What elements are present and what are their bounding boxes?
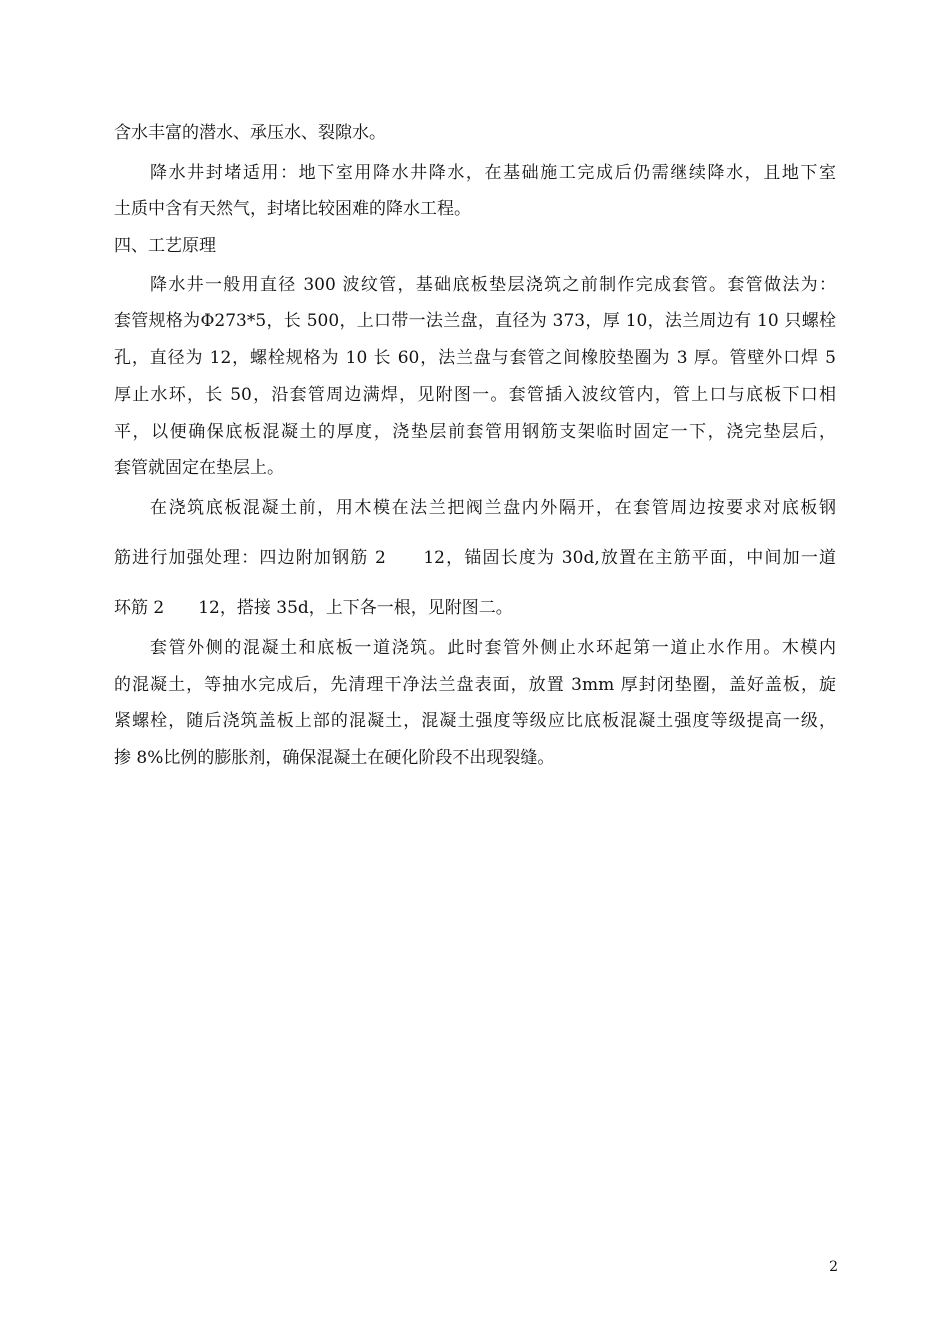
text-line-7: 孔，直径为 12，螺栓规格为 10 长 60，法兰盘与套管之间橡胶垫圈为 3 厚。管壁外口焊 5	[114, 348, 836, 368]
text-line-10: 套管就固定在垫层上。	[114, 458, 284, 478]
text-line-16: 紧螺栓，随后浇筑盖板上部的混凝土，混凝土强度等级应比底板混凝土强度等级提高一级，	[114, 711, 836, 731]
text-line-13: 环筋 2 12，搭接 35d，上下各一根，见附图二。	[114, 598, 513, 618]
text-line-6: 套管规格为Φ273*5，长 500，上口带一法兰盘，直径为 373，厚 10，法兰周边有 10 只螺栓	[114, 311, 836, 331]
text-line-2: 降水井封堵适用：地下室用降水井降水，在基础施工完成后仍需继续降水，且地下室	[150, 163, 836, 183]
text-line-12: 筋进行加强处理：四边附加钢筋 2 12，锚固长度为 30d,放置在主筋平面，中间加一道	[114, 548, 836, 568]
text-line-3: 土质中含有天然气，封堵比较困难的降水工程。	[114, 199, 471, 219]
text-line-5: 降水井一般用直径 300 波纹管，基础底板垫层浇筑之前制作完成套管。套管做法为：	[150, 275, 836, 295]
text-line-9: 平，以便确保底板混凝土的厚度，浇垫层前套管用钢筋支架临时固定一下，浇完垫层后，	[114, 422, 836, 442]
text-line-14: 套管外侧的混凝土和底板一道浇筑。此时套管外侧止水环起第一道止水作用。木模内	[150, 638, 836, 658]
text-line-17: 掺 8%比例的膨胀剂，确保混凝土在硬化阶段不出现裂缝。	[114, 748, 555, 768]
section-heading: 四、工艺原理	[114, 236, 216, 256]
text-line-15: 的混凝土，等抽水完成后，先清理干净法兰盘表面，放置 3mm 厚封闭垫圈，盖好盖板，旋	[114, 675, 836, 695]
page-number: 2	[829, 1259, 838, 1275]
text-line-11: 在浇筑底板混凝土前，用木模在法兰把阀兰盘内外隔开，在套管周边按要求对底板钢	[150, 498, 836, 518]
text-line-8: 厚止水环，长 50，沿套管周边满焊，见附图一。套管插入波纹管内，管上口与底板下口相	[114, 385, 836, 405]
text-line-1: 含水丰富的潜水、承压水、裂隙水。	[114, 123, 386, 143]
